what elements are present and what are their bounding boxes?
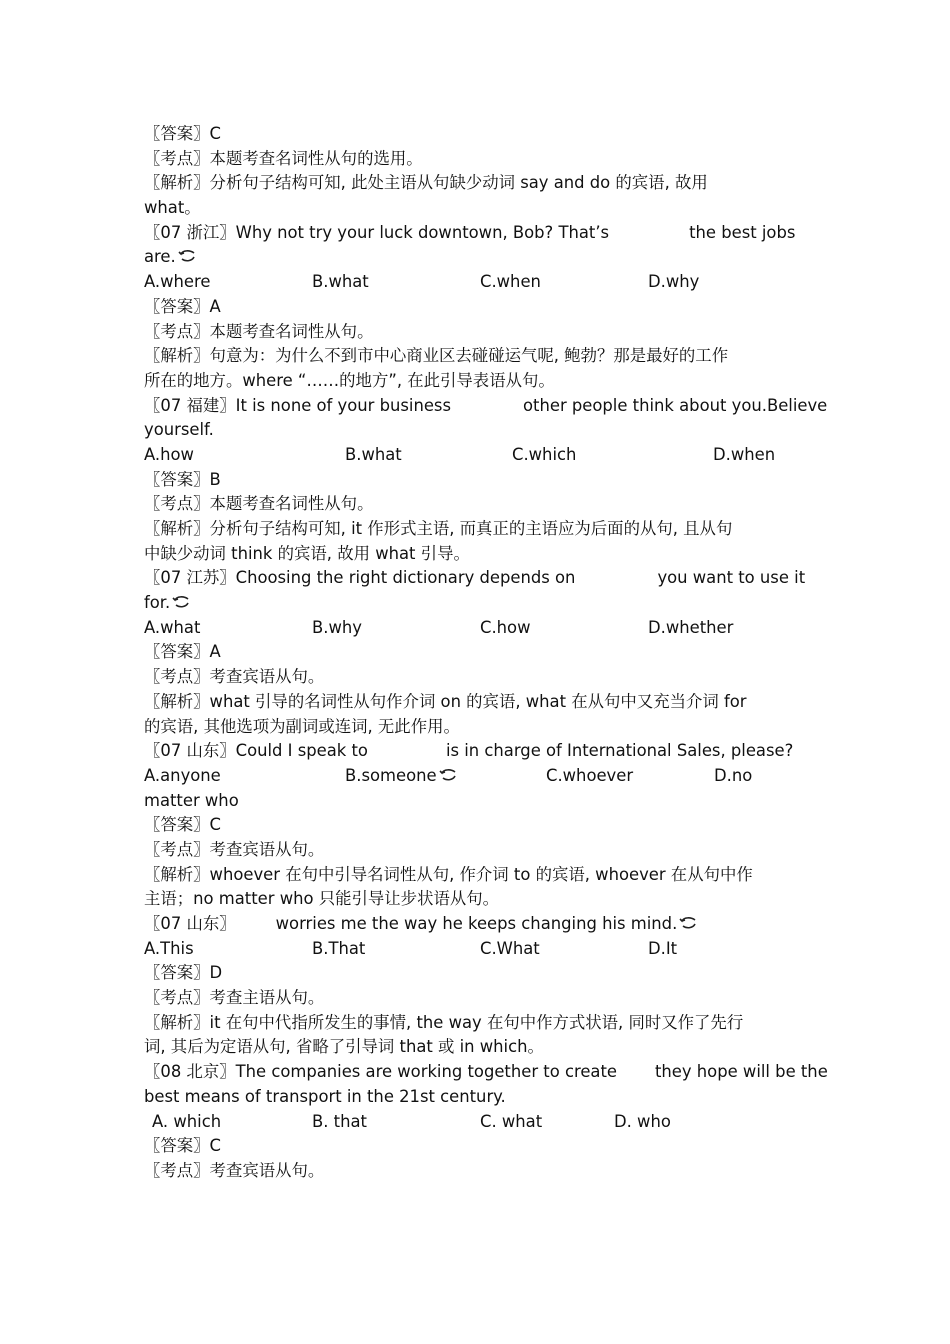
options-row [144, 270, 814, 295]
option-a[interactable]: A. which [152, 1111, 222, 1131]
question-line: best means of transport in the 21st century. [144, 1086, 506, 1106]
analysis-line: 所在的地方。where “……的地方”, 在此引导表语从句。 [144, 370, 555, 390]
return-arrow-icon [176, 249, 198, 263]
option-a[interactable]: A.This [144, 938, 194, 958]
answer-line: 〖答案〗C [144, 1136, 222, 1156]
option-b[interactable]: B.what [312, 272, 369, 292]
answer-line: 〖答案〗D [144, 963, 223, 983]
question-text: worries me the way he keeps changing his mind. [275, 914, 678, 933]
analysis-line: 〖解析〗分析句子结构可知, it 作形式主语, 而真正的主语应为后面的从句, 且从句 [144, 519, 733, 538]
question-line [144, 591, 814, 616]
analysis-line: 中缺少动词 think 的宾语, 故用 what 引导。 [144, 543, 470, 563]
options-row [144, 616, 814, 641]
question-line [144, 739, 814, 764]
option-c[interactable]: C.whoever [546, 765, 634, 785]
answer-line: 〖答案〗B [144, 469, 221, 489]
option-b[interactable]: B.what [345, 444, 402, 464]
question-text: they hope will be the [654, 1062, 828, 1082]
question-text: 〖07 福建〗It is none of your business [144, 395, 452, 415]
question-line [144, 221, 814, 246]
analysis-line: 词, 其后为定语从句, 省略了引导词 that 或 in which。 [144, 1037, 544, 1057]
question-text: you want to use it [657, 568, 806, 588]
option-c[interactable]: C.when [480, 272, 541, 292]
option-d[interactable]: D.whether [648, 617, 734, 637]
point-line: 〖考点〗本题考查名词性从句。 [144, 494, 374, 514]
return-arrow-icon [170, 595, 192, 609]
option-c[interactable]: C.how [480, 617, 531, 637]
option-d[interactable]: D.why [648, 272, 700, 292]
answer-line: 〖答案〗C [144, 124, 222, 143]
point-line: 〖考点〗本题考查名词性从句的选用。 [144, 148, 423, 168]
option-b[interactable]: B. that [312, 1111, 367, 1131]
point-line: 〖考点〗考查主语从句。 [144, 988, 325, 1008]
question-text: the best jobs [689, 222, 796, 242]
option-d[interactable]: D.when [713, 444, 776, 464]
return-arrow-icon [437, 768, 459, 782]
option-c[interactable]: C. what [480, 1111, 543, 1131]
option-d[interactable]: D.no [714, 765, 753, 785]
options-row [144, 937, 814, 962]
analysis-line: 〖解析〗what 引导的名词性从句作介词 on 的宾语, what 在从句中又充当介词 for [144, 691, 747, 711]
question-line [144, 245, 814, 270]
question-text: is in charge of International Sales, please? [445, 741, 794, 761]
question-text: 〖07 山东〗 [144, 914, 236, 933]
question-text: 〖07 山东〗Could I speak to [144, 741, 368, 761]
option-d[interactable]: D. who [614, 1111, 671, 1131]
options-row [144, 764, 814, 789]
option-a[interactable]: A.anyone [144, 765, 221, 785]
option-b[interactable] [345, 764, 546, 789]
question-text: are. [144, 247, 176, 267]
option-a[interactable]: A.where [144, 272, 211, 292]
option-c[interactable]: C.which [512, 444, 577, 464]
analysis-line: 〖解析〗分析句子结构可知, 此处主语从句缺少动词 say and do 的宾语, 故用 [144, 173, 708, 193]
answer-line: 〖答案〗A [144, 642, 221, 662]
analysis-line: what。 [144, 198, 201, 218]
option-d[interactable]: D.It [648, 938, 678, 958]
point-line: 〖考点〗考查宾语从句。 [144, 839, 325, 859]
return-arrow-icon [677, 916, 699, 930]
point-line: 〖考点〗考查宾语从句。 [144, 1160, 325, 1180]
option-c[interactable]: C.What [480, 938, 540, 958]
options-row [144, 443, 814, 468]
option-b[interactable]: B.That [312, 938, 366, 958]
option-b-text: B.someone [345, 765, 437, 785]
question-line: yourself. [144, 420, 214, 440]
question-line [144, 394, 828, 419]
point-line: 〖考点〗本题考查名词性从句。 [144, 321, 374, 341]
analysis-line: 〖解析〗it 在句中代指所发生的事情, the way 在句中作方式状语, 同时又作了先行 [144, 1012, 744, 1032]
question-text: 〖08 北京〗The companies are working together to create [144, 1062, 617, 1082]
option-b[interactable]: B.why [312, 617, 362, 637]
answer-line: 〖答案〗A [144, 296, 221, 316]
analysis-line: 主语；no matter who 只能引导让步状语从句。 [144, 889, 500, 909]
analysis-line: 的宾语, 其他选项为副词或连词, 无此作用。 [144, 716, 460, 736]
point-line: 〖考点〗考查宾语从句。 [144, 667, 325, 687]
analysis-line: 〖解析〗句意为：为什么不到市中心商业区去碰碰运气呢, 鲍勃？那是最好的工作 [144, 346, 729, 366]
option-a[interactable]: A.what [144, 617, 201, 637]
options-row [144, 1110, 814, 1135]
question-text: for. [144, 593, 171, 613]
document-page [144, 122, 828, 1184]
option-a[interactable]: A.how [144, 444, 194, 464]
question-text: 〖07 浙江〗Why not try your luck downtown, Bob? That’s [144, 222, 610, 242]
analysis-line: 〖解析〗whoever 在句中引导名词性从句, 作介词 to 的宾语, whoever 在从句中作 [144, 864, 753, 884]
question-line [144, 912, 814, 937]
answer-line: 〖答案〗C [144, 815, 222, 835]
option-d-continued: matter who [144, 790, 239, 810]
question-line [144, 1060, 828, 1085]
question-text: 〖07 江苏〗Choosing the right dictionary depends on [144, 568, 576, 588]
question-text: other people think about you.Believe [523, 395, 828, 415]
question-line [144, 566, 814, 591]
